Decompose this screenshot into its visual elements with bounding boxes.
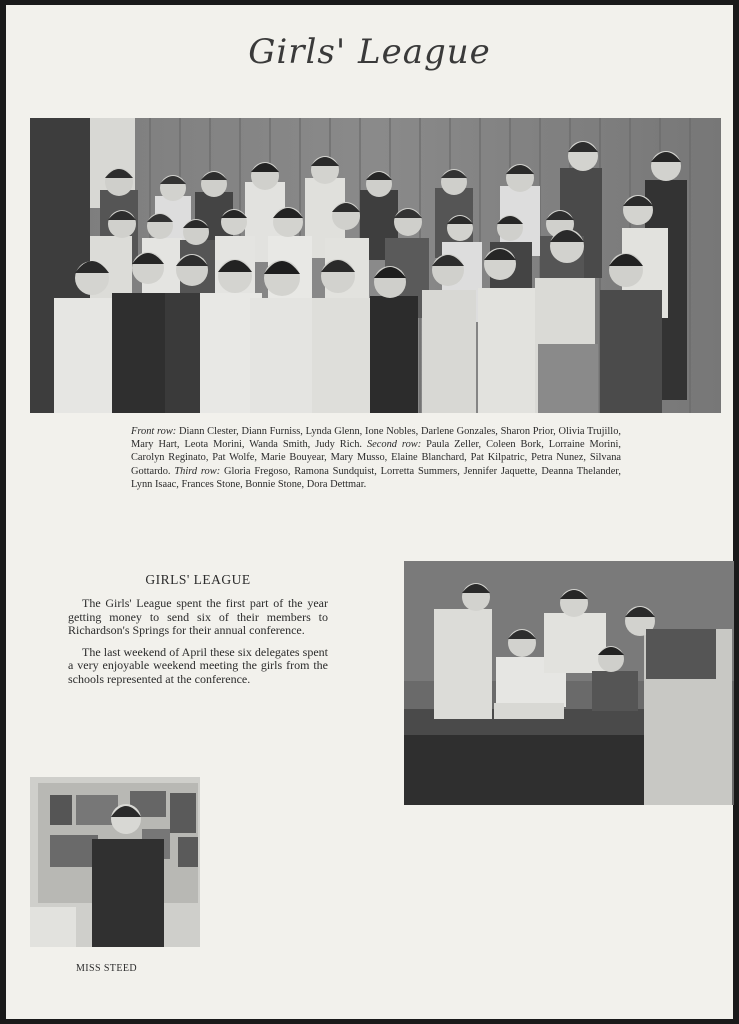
meeting-photo — [404, 561, 734, 805]
group-photo — [30, 118, 721, 413]
second-row-names: Paula Zeller, Coleen Bork, Lorraine Morini, Carolyn Reginato, Pat Wolfe, Marie Bouyear, Mary Musso, Elaine Blanchard, Pat Kilpatric, Petra Nunez, Silvana Gottardo. — [131, 439, 621, 477]
third-row-names: Gloria Fregoso, Ramona Sundquist, Lorretta Summers, Jennifer Jaquette, Deanna Thelander, Lynn Isaac, Frances Stone, Bonnie Stone, Dora Dettmar. — [131, 465, 621, 490]
article-body — [68, 597, 328, 695]
advisor-photo — [30, 777, 200, 947]
advisor-label: MISS STEED — [76, 963, 137, 974]
third-row-label: Third row: — [174, 465, 221, 477]
front-row-names: Diann Clester, Diann Furniss, Lynda Glenn, Ione Nobles, Darlene Gonzales, Sharon Prior, Olivia Trujillo, Mary Hart, Leota Morini, Wanda Smith, Judy Rich. — [131, 426, 621, 451]
article-paragraph: The last weekend of April these six delegates spent a very enjoyable weekend meeting the girls from the schools represented at the conference. — [68, 644, 328, 686]
article-paragraph: The Girls' League spent the first part of the year getting money to send six of their members to Richardson's Springs for their annual conference. — [68, 596, 328, 638]
article-heading: GIRLS' LEAGUE — [145, 572, 251, 587]
group-photo-caption — [131, 425, 621, 491]
page-title: Girls' League — [248, 32, 491, 72]
second-row-label: Second row: — [366, 439, 422, 451]
front-row-label: Front row: — [131, 426, 177, 437]
